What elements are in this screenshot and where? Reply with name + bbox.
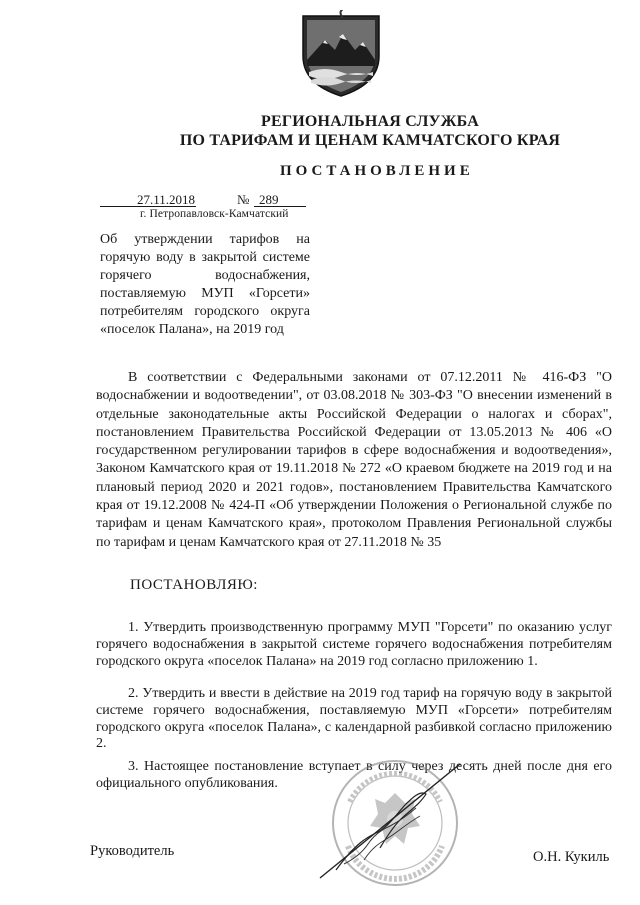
signatory-name: О.Н. Кукиль	[533, 849, 610, 865]
decree-number-line	[100, 192, 310, 208]
organization-name	[120, 112, 620, 150]
organization-name-line2: ПО ТАРИФАМ И ЦЕНАМ КАМЧАТСКОГО КРАЯ	[179, 132, 561, 149]
number-sign: №	[237, 192, 250, 207]
decree-subject: Об утверждении тарифов на горячую воду в закрытой системе горячего водоснабжения, поставляемую МУП «Горсети» потребителям городского округа «поселок Палана», на 2019 год	[100, 232, 310, 337]
signatory-position: Руководитель	[90, 843, 175, 859]
kamchatka-coat-of-arms-icon	[299, 10, 383, 98]
decree-city: г. Петропавловск-Камчатский	[140, 208, 289, 220]
organization-name-line1: РЕГИОНАЛЬНАЯ СЛУЖБА	[261, 113, 479, 130]
document-type-title: ПОСТАНОВЛЕНИЕ	[280, 163, 474, 179]
resolution-item-2: 2. Утвердить и ввести в действие на 2019 год тариф на горячую воду в закрытой системе горячего водоснабжения, поставляемую МУП «Горсети» потребителям городского округа «поселок Палана», с календарной разбивкой согласно приложению 2.	[96, 686, 612, 752]
handwritten-signature-icon	[308, 760, 483, 885]
decree-date: 27.11.2018	[137, 192, 196, 207]
resolution-item-1: 1. Утвердить производственную программу МУП "Горсети" по оказанию услуг горячего водоснабжения в закрытой системе горячего водоснабжения потребителям городского округа «поселок Палана» на 2019 год согласно приложению 1.	[96, 620, 612, 669]
decree-number: 289	[259, 192, 279, 207]
resolution-item-3: 3. Настоящее постановление вступает в силу через десять дней после дня его официального опубликования.	[96, 759, 612, 791]
preamble-paragraph: В соответствии с Федеральными законами от 07.12.2011 № 416-ФЗ "О водоснабжении и водоотведении", от 03.08.2018 № 303-ФЗ "О внесении изменений в отдельные законодательные акты Российской Федерации о налогах и сборах", постановлением Правительства Российской Федерации от 13.05.2013 № 406 «О государственном регулировании тарифов в сфере водоснабжения и водоотведения», Законом Камчатского края от 19.11.2018 № 272 «О краевом бюджете на 2019 год и на плановый период 2020 и 2021 годов», постановлением Правительства Камчатского края от 19.12.2008 № 424-П «Об утверждении Положения о Региональной службе по тарифам и ценам Камчатского края», протоколом Правления Региональной службы по тарифам и ценам Камчатского края от 27.11.2018 № 35	[96, 370, 612, 550]
resolve-heading: ПОСТАНОВЛЯЮ:	[130, 577, 258, 593]
